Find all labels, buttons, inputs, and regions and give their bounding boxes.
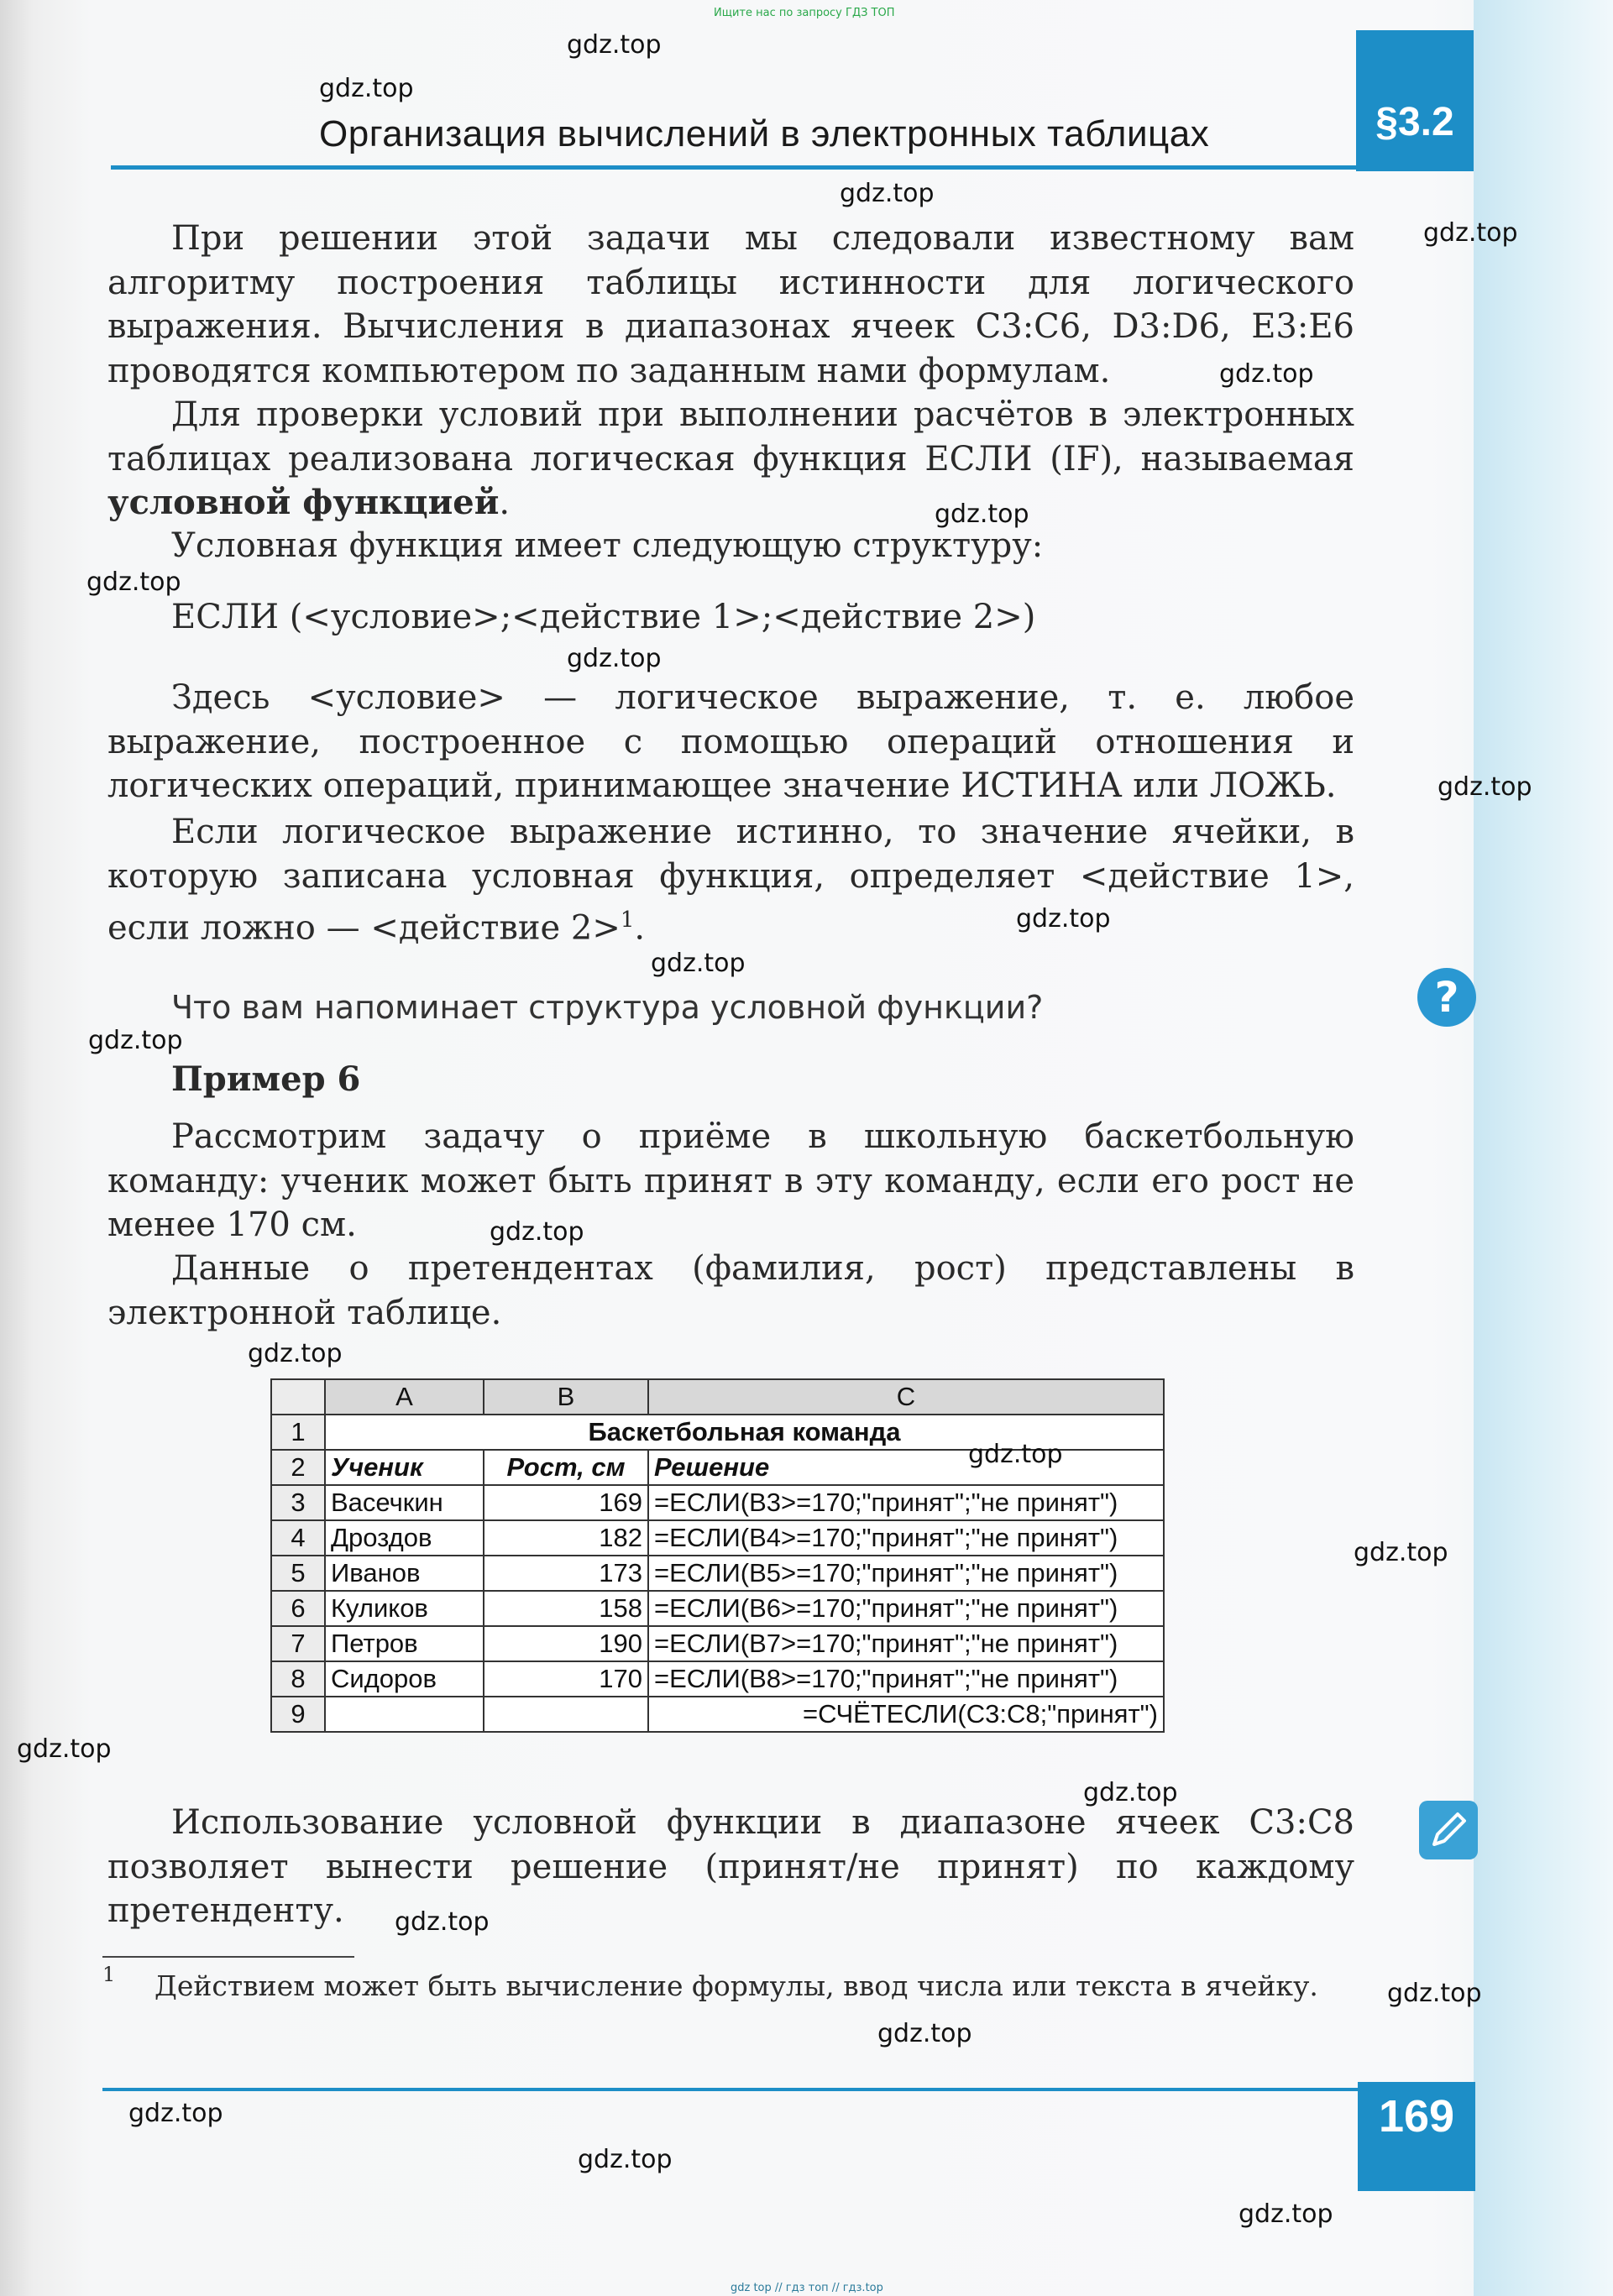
cell-formula: =ЕСЛИ(B4>=170;"принят";"не принят") <box>648 1520 1164 1556</box>
footnote-ref[interactable]: 1 <box>620 907 635 933</box>
column-header-row <box>271 1379 1164 1415</box>
watermark: gdz.top <box>877 2019 972 2048</box>
sheet-title-cell: Баскетбольная команда <box>325 1415 1164 1450</box>
row-number: 9 <box>271 1697 325 1732</box>
cell-formula: =ЕСЛИ(B5>=170;"принят";"не принят") <box>648 1556 1164 1591</box>
pencil-icon <box>1419 1801 1478 1859</box>
watermark: gdz.top <box>128 2099 223 2128</box>
section-badge: §3.2 <box>1356 30 1474 171</box>
cell-height: 190 <box>484 1626 648 1661</box>
basketball-spreadsheet <box>270 1378 1165 1733</box>
row-number: 1 <box>271 1415 325 1450</box>
watermark: gdz.top <box>88 1026 183 1055</box>
col-header-b: B <box>484 1379 648 1415</box>
corner-cell <box>271 1379 325 1415</box>
cell-formula: =ЕСЛИ(B8>=170;"принят";"не принят") <box>648 1661 1164 1697</box>
col-header-a: A <box>325 1379 484 1415</box>
cell-formula: =ЕСЛИ(B6>=170;"принят";"не принят") <box>648 1591 1164 1626</box>
col-header-c: C <box>648 1379 1164 1415</box>
paragraph-8 <box>107 1801 1354 1933</box>
table-row <box>271 1697 1164 1732</box>
right-margin-band <box>1474 0 1613 2296</box>
table-row <box>271 1520 1164 1556</box>
cell-name: Дроздов <box>325 1520 484 1556</box>
paragraph-2-text: Для проверки условий при выполнении расчётов в электронных таблицах реализована логическая функция ЕСЛИ (IF), называемая <box>107 395 1354 479</box>
cell-name: Куликов <box>325 1591 484 1626</box>
header-divider <box>111 165 1362 170</box>
watermark: gdz.top <box>968 1440 1063 1469</box>
watermark: gdz.top <box>319 74 414 103</box>
row-number: 4 <box>271 1520 325 1556</box>
table-row <box>271 1661 1164 1697</box>
cell-height: 158 <box>484 1591 648 1626</box>
cell-formula: =ЕСЛИ(B3>=170;"принят";"не принят") <box>648 1485 1164 1520</box>
watermark: gdz.top <box>1354 1538 1448 1567</box>
header-student: Ученик <box>325 1450 484 1485</box>
watermark: gdz.top <box>395 1907 490 1937</box>
table-row <box>271 1626 1164 1661</box>
footnote-mark: 1 <box>102 1963 116 1986</box>
watermark: gdz.top <box>578 2145 673 2174</box>
cell-countif-formula: =СЧЁТЕСЛИ(C3:C8;"принят") <box>648 1697 1164 1732</box>
cell-name: Васечкин <box>325 1485 484 1520</box>
question-text: Что вам напоминает структура условной функции? <box>171 989 1044 1026</box>
table-row <box>271 1485 1164 1520</box>
paragraph-7 <box>107 1247 1354 1335</box>
paragraph-3-text: Условная функция имеет следующую структуру: <box>171 526 1044 565</box>
cell-name: Иванов <box>325 1556 484 1591</box>
watermark: gdz.top <box>1016 904 1111 934</box>
paragraph-6 <box>107 1115 1354 1247</box>
paragraph-2 <box>107 393 1354 526</box>
footnote-text: Действием может быть вычисление формулы, ввод числа или текста в ячейку. <box>154 1969 1318 2002</box>
cell-empty <box>484 1697 648 1732</box>
cell-height: 173 <box>484 1556 648 1591</box>
watermark: gdz.top <box>935 499 1029 529</box>
pencil-icon-graphic <box>1419 1801 1478 1859</box>
watermark: gdz.top <box>1239 2199 1333 2229</box>
watermark: gdz.top <box>651 949 746 978</box>
page-number: 169 <box>1358 2082 1475 2191</box>
watermark: gdz.top <box>1423 218 1518 248</box>
top-search-note[interactable]: Ищите нас по запросу ГДЗ ТОП <box>714 7 895 19</box>
header-decision: Решение <box>648 1450 1164 1485</box>
watermark: gdz.top <box>86 567 181 597</box>
row-number: 6 <box>271 1591 325 1626</box>
watermark: gdz.top <box>490 1217 584 1247</box>
cell-height: 170 <box>484 1661 648 1697</box>
watermark: gdz.top <box>1438 772 1532 802</box>
header-height: Рост, см <box>484 1450 648 1485</box>
paragraph-4 <box>107 676 1354 808</box>
bottom-search-note[interactable]: gdz top // гдз топ // гдз.top <box>731 2282 883 2294</box>
watermark: gdz.top <box>840 179 935 208</box>
row-number: 3 <box>271 1485 325 1520</box>
cell-height: 182 <box>484 1520 648 1556</box>
question-icon: ? <box>1417 968 1476 1027</box>
row-number: 2 <box>271 1450 325 1485</box>
footnote-divider <box>102 1956 354 1958</box>
cell-formula: =ЕСЛИ(B7>=170;"принят";"не принят") <box>648 1626 1164 1661</box>
cell-name: Петров <box>325 1626 484 1661</box>
if-structure-formula: ЕСЛИ (<условие>;<действие 1>;<действие 2>) <box>171 598 1036 636</box>
table-row <box>271 1591 1164 1626</box>
paragraph-1 <box>107 217 1354 393</box>
paragraph-4-text: Здесь <условие> — логическое выражение, т. е. любое выражение, построенное с помощью операций отношения и логических операций, принимающее значение ИСТИНА или ЛОЖЬ. <box>107 678 1354 805</box>
example-title: Пример 6 <box>171 1059 361 1099</box>
paragraph-1-text: При решении этой задачи мы следовали известному вам алгоритму построения таблицы истинности для логического выражения. Вычисления в диапазонах ячеек C3:C6, D3:D6, E3:E6 проводятся компьютером по заданным нами формулам. <box>107 219 1354 390</box>
footer-divider <box>102 2088 1358 2091</box>
paragraph-5 <box>107 810 1354 950</box>
paragraph-2-end: . <box>499 484 511 522</box>
watermark: gdz.top <box>567 644 662 673</box>
cell-empty <box>325 1697 484 1732</box>
watermark: gdz.top <box>17 1734 112 1764</box>
watermark: gdz.top <box>1219 359 1314 389</box>
row-number: 5 <box>271 1556 325 1591</box>
paragraph-7-text: Данные о претендентах (фамилия, рост) представлены в электронной таблице. <box>107 1249 1354 1332</box>
table-row <box>271 1556 1164 1591</box>
cell-height: 169 <box>484 1485 648 1520</box>
conditional-function-term: условной функцией <box>107 483 500 522</box>
page-title: Организация вычислений в электронных таблицах <box>319 113 1210 154</box>
paragraph-8-text: Использование условной функции в диапазоне ячеек C3:C8 позволяет вынести решение (принят/не принят) по каждому претенденту. <box>107 1803 1354 1930</box>
paragraph-5-text: Если логическое выражение истинно, то значение ячейки, в которую записана условная функция, определяет <действие 1>, если ложно — <действие 2> <box>107 813 1354 948</box>
paragraph-3 <box>107 524 1354 568</box>
row-number: 8 <box>271 1661 325 1697</box>
cell-name: Сидоров <box>325 1661 484 1697</box>
paragraph-5-end: . <box>634 908 646 948</box>
row-number: 7 <box>271 1626 325 1661</box>
watermark: gdz.top <box>567 30 662 60</box>
watermark: gdz.top <box>1083 1778 1178 1807</box>
watermark: gdz.top <box>248 1339 343 1368</box>
paragraph-6-text: Рассмотрим задачу о приёме в школьную баскетбольную команду: ученик может быть принят в эту команду, если его рост не менее 170 см. <box>107 1117 1354 1244</box>
watermark: gdz.top <box>1387 1979 1482 2008</box>
